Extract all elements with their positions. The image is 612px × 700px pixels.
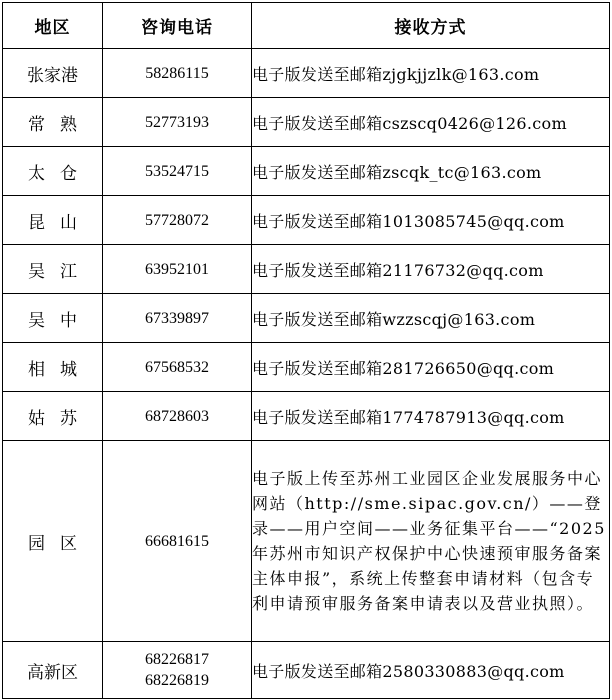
- phone-cell: 68728603: [103, 392, 252, 441]
- phone-cell: [103, 642, 252, 699]
- method-cell: 电子版发送至邮箱1774787913@qq.com: [252, 392, 610, 441]
- region-cell: 吴江: [3, 245, 103, 294]
- table-row: [3, 98, 610, 147]
- header-method: 接收方式: [252, 3, 610, 49]
- method-cell: 电子版发送至邮箱wzzscqj@163.com: [252, 294, 610, 343]
- table-row: [3, 392, 610, 441]
- phone-cell: 67339897: [103, 294, 252, 343]
- phone-cell: 66681615: [103, 441, 252, 642]
- region-cell: 昆山: [3, 196, 103, 245]
- table-row: [3, 441, 610, 642]
- method-cell: 电子版发送至邮箱zjgkjjzlk@163.com: [252, 49, 610, 98]
- header-row: [3, 3, 610, 49]
- region-cell: 吴中: [3, 294, 103, 343]
- table-row: [3, 196, 610, 245]
- phone-cell: 57728072: [103, 196, 252, 245]
- method-cell: 电子版发送至邮箱2580330883@qq.com: [252, 642, 610, 699]
- table-row: [3, 245, 610, 294]
- method-cell: 电子版上传至苏州工业园区企业发展服务中心网站（http://sme.sipac.gov.cn/）——登录——用户空间——业务征集平台——“2025年苏州市知识产权保护中心快速预审服务备案主体申报”，系统上传整套申请材料（包含专利申请预审服务备案申请表以及营业执照）。: [252, 441, 610, 642]
- region-cell: 高新区: [3, 642, 103, 699]
- method-cell: 电子版发送至邮箱cszscq0426@126.com: [252, 98, 610, 147]
- phone-cell: 58286115: [103, 49, 252, 98]
- phone-cell: 63952101: [103, 245, 252, 294]
- region-cell: 常熟: [3, 98, 103, 147]
- header-phone: 咨询电话: [103, 3, 252, 49]
- phone-cell: 52773193: [103, 98, 252, 147]
- table-row: [3, 147, 610, 196]
- phone-cell: 53524715: [103, 147, 252, 196]
- method-cell: 电子版发送至邮箱21176732@qq.com: [252, 245, 610, 294]
- phone-cell: 67568532: [103, 343, 252, 392]
- region-cell: 园区: [3, 441, 103, 642]
- table-row: [3, 642, 610, 699]
- region-cell: 张家港: [3, 49, 103, 98]
- phone-line: 68226819: [145, 672, 209, 689]
- header-region: 地区: [3, 3, 103, 49]
- region-cell: 相城: [3, 343, 103, 392]
- region-cell: 姑苏: [3, 392, 103, 441]
- table-row: [3, 294, 610, 343]
- table-row: [3, 49, 610, 98]
- method-cell: 电子版发送至邮箱281726650@qq.com: [252, 343, 610, 392]
- contact-table: [2, 2, 610, 699]
- region-cell: 太仓: [3, 147, 103, 196]
- method-cell: 电子版发送至邮箱zscqk_tc@163.com: [252, 147, 610, 196]
- method-cell: 电子版发送至邮箱1013085745@qq.com: [252, 196, 610, 245]
- phone-line: 68226817: [145, 651, 209, 668]
- table-row: [3, 343, 610, 392]
